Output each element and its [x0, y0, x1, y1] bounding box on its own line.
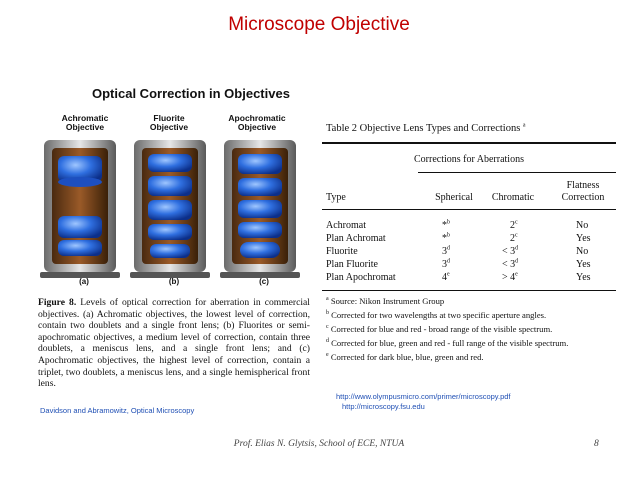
table-row [322, 259, 616, 272]
table-rule-bottom [322, 290, 616, 291]
table-row [322, 272, 616, 285]
table-rule-sub [418, 172, 616, 173]
cell-flatness: Yes [576, 233, 591, 244]
link-olympus[interactable]: http://www.olympusmicro.com/primer/microscopy.pdf [336, 392, 511, 401]
table-title-text: Table 2 Objective Lens Types and Corrections [326, 123, 521, 134]
figure-title: Optical Correction in Objectives [92, 86, 290, 101]
objective-c-body [220, 140, 300, 278]
objective-a-body [40, 140, 120, 278]
figure-caption-label: Figure 8. [38, 297, 77, 308]
objective-tag-a: (a) [79, 277, 89, 286]
cell-flatness: Yes [576, 259, 591, 270]
cell-spherical-sup: b [447, 232, 450, 239]
note-sup: d [326, 338, 329, 345]
cell-chromatic-sup: c [515, 232, 518, 239]
header-flatness: Flatness Correction [561, 180, 605, 203]
cell-type: Plan Fluorite [326, 259, 378, 270]
slide-title: Microscope Objective [228, 14, 410, 35]
header-chromatic: Chromatic [491, 192, 535, 203]
cell-chromatic-value: > 4 [502, 272, 516, 283]
cell-spherical [442, 233, 450, 244]
cell-spherical-sup: d [447, 258, 450, 265]
page-number: 8 [594, 439, 599, 449]
cell-type: Fluorite [326, 246, 358, 257]
table-note [326, 352, 484, 362]
cell-chromatic [502, 259, 518, 270]
table-note [326, 324, 552, 334]
cell-type: Plan Apochromat [326, 272, 396, 283]
note-text: Corrected for two wavelengths at two specific aperture angles. [331, 310, 547, 320]
cell-chromatic-value: < 3 [502, 246, 516, 257]
note-text: Corrected for blue and red - broad range of the visible spectrum. [330, 324, 553, 334]
objective-label-text: Apochromatic Objective [228, 113, 286, 132]
objectives-illustration [36, 134, 308, 284]
table-subtitle: Corrections for Aberrations [414, 154, 524, 165]
cell-chromatic [502, 272, 518, 283]
note-text: Source: Nikon Instrument Group [330, 296, 445, 306]
figure-caption-text: Levels of optical correction for aberration in commercial objectives. (a) Achromatic objectives, the lowest level of correction, contain two doublets and a single front lens; (b) Fluorites or semi-apochromatic objectives, a medium level of correction, contain three doublets, a meniscus lens, and a single front lens; and (c) Apochromatic objectives, the highest level of correction, contain a triplet, two doublets, a meniscus lens, and a single hemispherical front lens. [38, 297, 310, 390]
reference-links [336, 392, 511, 412]
objective-tag-c: (c) [259, 277, 269, 286]
cell-flatness: No [576, 246, 589, 257]
cell-spherical-sup: e [447, 271, 450, 278]
cell-spherical-value: 3 [442, 246, 447, 257]
table-title-sup: a [522, 122, 526, 129]
cell-spherical [442, 272, 450, 283]
cell-chromatic-sup: c [515, 219, 518, 226]
table-rule-top [322, 142, 616, 144]
objective-label-fluorite [134, 114, 204, 132]
cell-chromatic-sup: d [515, 245, 519, 252]
objective-label-text: Fluorite Objective [149, 113, 189, 132]
table-note [326, 310, 546, 320]
cell-spherical [442, 259, 450, 270]
table-row [322, 246, 616, 259]
cell-spherical-value: 3 [442, 259, 447, 270]
note-sup: b [326, 310, 329, 317]
objective-label-text: Achromatic Objective [61, 113, 109, 132]
cell-chromatic [502, 246, 518, 257]
note-sup: a [326, 296, 329, 303]
cell-flatness: No [576, 220, 589, 231]
cell-spherical-value: * [442, 233, 447, 244]
objective-label-achromatic [50, 114, 120, 132]
figure-caption [38, 297, 310, 390]
slide-footer: Prof. Elias N. Glytsis, School of ECE, NTUA [233, 439, 405, 449]
cell-flatness: Yes [576, 272, 591, 283]
cell-spherical [442, 246, 450, 257]
cell-chromatic-sup: d [515, 258, 519, 265]
cell-type: Plan Achromat [326, 233, 386, 244]
cell-spherical-value: * [442, 220, 447, 231]
table-title [326, 123, 526, 134]
link-fsu[interactable]: http://microscopy.fsu.edu [342, 402, 425, 411]
figure-credit: Davidson and Abramowitz, Optical Microscopy [40, 406, 195, 415]
note-sup: e [326, 352, 329, 359]
note-text: Corrected for dark blue, blue, green and red. [330, 352, 484, 362]
cell-chromatic-value: < 3 [502, 259, 516, 270]
cell-chromatic-sup: e [515, 271, 518, 278]
cell-chromatic-value: 2 [510, 233, 515, 244]
cell-spherical [442, 220, 450, 231]
objective-label-apochromatic [222, 114, 292, 132]
header-type: Type [326, 192, 346, 203]
cell-type: Achromat [326, 220, 366, 231]
table-note [326, 296, 444, 306]
cell-spherical-sup: d [447, 245, 450, 252]
objective-tag-b: (b) [168, 277, 180, 286]
table-note [326, 338, 568, 348]
note-text: Corrected for blue, green and red - full range of the visible spectrum. [331, 338, 569, 348]
header-spherical: Spherical [435, 192, 473, 203]
objective-b-body [130, 140, 210, 278]
cell-spherical-sup: b [447, 219, 450, 226]
note-sup: c [326, 324, 329, 331]
cell-chromatic-value: 2 [510, 220, 515, 231]
table-row [322, 220, 616, 233]
cell-spherical-value: 4 [442, 272, 447, 283]
cell-chromatic [510, 220, 518, 231]
table-rule-header [322, 209, 616, 210]
table-row [322, 233, 616, 246]
cell-chromatic [510, 233, 518, 244]
